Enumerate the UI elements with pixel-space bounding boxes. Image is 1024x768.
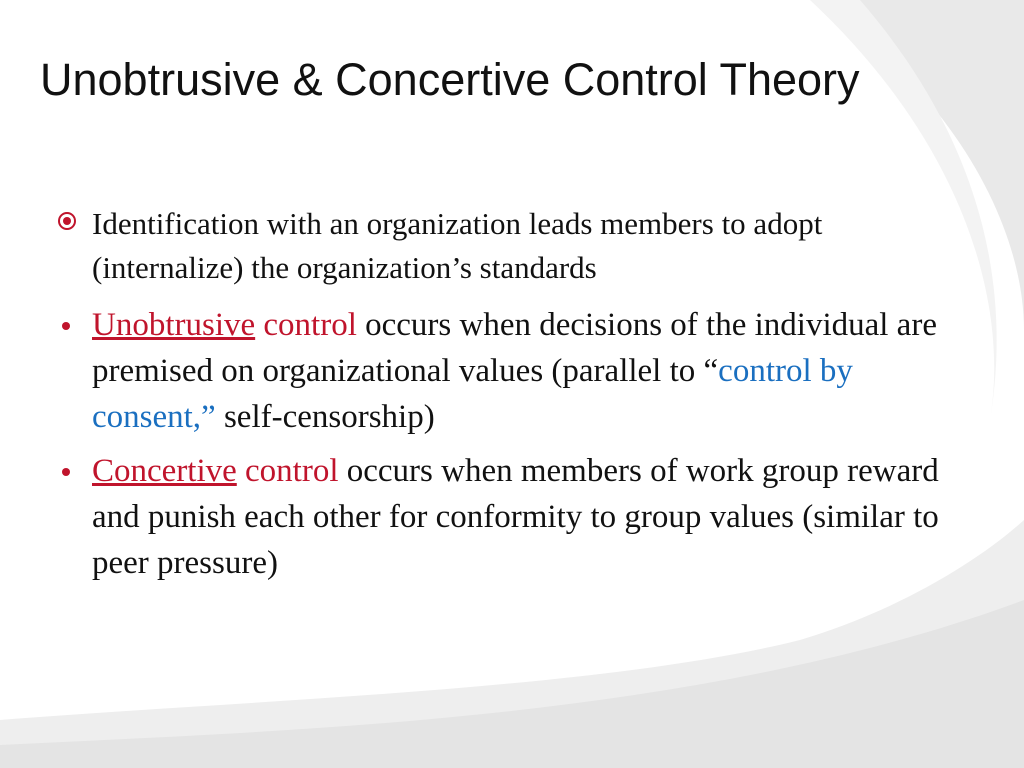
sub-bullet-text <box>92 448 962 586</box>
term-control: control <box>255 307 357 343</box>
highlight-text: control by consent,” <box>92 353 853 435</box>
definition-text: occurs when decisions of the individual are premised on organizational values (parallel to “ <box>92 307 937 389</box>
definition-text-end: self-censorship) <box>215 399 435 435</box>
term-concertive: Concertive <box>92 453 237 489</box>
circled-dot-bullet-icon <box>56 210 78 232</box>
slide-title: Unobtrusive & Concertive Control Theory <box>40 54 860 105</box>
term-control: control <box>236 453 339 489</box>
main-bullet-text: Identification with an organization leads members to adopt (internalize) the organization’s standards <box>92 206 823 285</box>
sub-bullet-text <box>92 302 962 440</box>
dot-bullet-icon <box>62 468 70 476</box>
term-unobtrusive: Unobtrusive <box>92 307 256 343</box>
definition-text: occurs when members of work group reward and punish each other for conformity to group values (similar to peer pressure) <box>92 453 939 581</box>
dot-bullet-icon <box>62 322 70 330</box>
